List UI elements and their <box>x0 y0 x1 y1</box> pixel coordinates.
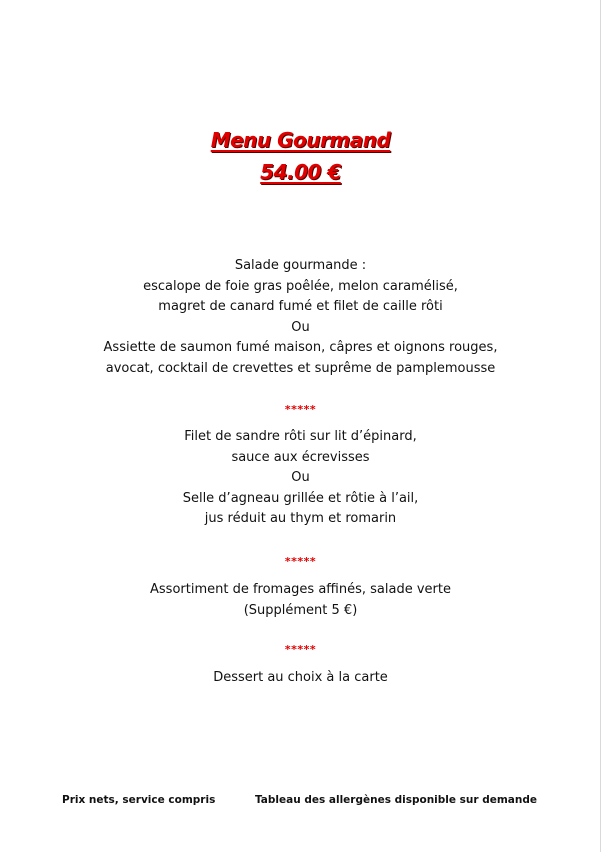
course-line: Ou <box>291 470 310 485</box>
footer-prices-note: Prix nets, service compris <box>62 794 216 806</box>
course-line: Assortiment de fromages affinés, salade verte <box>150 582 451 597</box>
course-dessert <box>0 668 601 689</box>
course-line: sauce aux écrevisses <box>231 449 370 465</box>
footer-allergens-note: Tableau des allergènes disponible sur demande <box>255 794 538 806</box>
menu-price: 54.00 € <box>260 160 341 184</box>
course-separator: ***** <box>284 555 317 568</box>
course-line: escalope de foie gras poêlée, melon caramélisé, <box>143 278 458 294</box>
menu-header <box>0 124 601 188</box>
course-line: avocat, cocktail de crevettes et suprême de pamplemousse <box>105 360 496 376</box>
course-line: Selle d’agneau grillée et rôtie à l’ail, <box>182 490 419 506</box>
course-line: Assiette de saumon fumé maison, câpres et oignons rouges, <box>103 340 498 355</box>
course-line: Filet de sandre rôti sur lit d’épinard, <box>184 429 417 444</box>
course-separator: ***** <box>284 403 317 416</box>
course-line: Ou <box>291 319 310 335</box>
course-separator: ***** <box>284 643 317 656</box>
course-line: jus réduit au thym et romarin <box>204 511 397 526</box>
course-line: Dessert au choix à la carte <box>213 670 388 685</box>
course-starter <box>0 256 601 379</box>
course-main <box>0 427 601 530</box>
course-line: magret de canard fumé et filet de caille rôti <box>158 299 443 314</box>
course-line: Salade gourmande : <box>234 258 367 273</box>
course-cheese <box>0 580 601 621</box>
menu-title: Menu Gourmand <box>210 128 391 152</box>
course-line: (Supplément 5 €) <box>243 602 358 618</box>
